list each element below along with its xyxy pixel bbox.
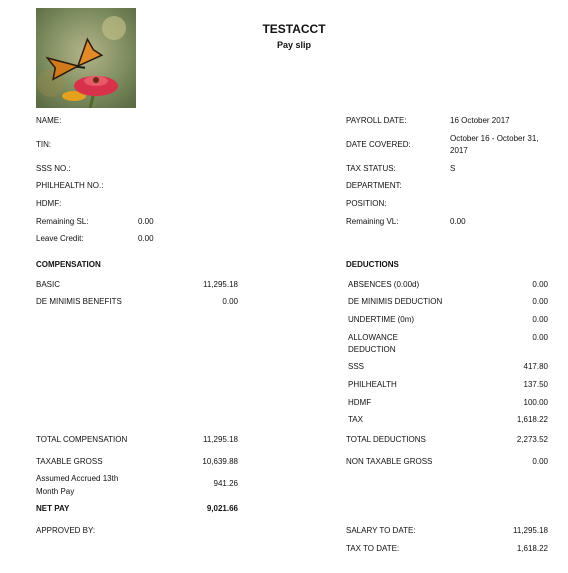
name-label: NAME: <box>36 116 62 125</box>
tax-deduction-value: 1,618.22 <box>516 415 548 424</box>
company-name: TESTACCT <box>262 22 326 36</box>
date-covered-value-line1: October 16 - October 31, <box>450 134 539 143</box>
compensation-heading: COMPENSATION <box>36 260 101 269</box>
approved-by-label: APPROVED BY: <box>36 526 96 535</box>
total-compensation-label: TOTAL COMPENSATION <box>36 435 128 444</box>
accrued-13th-value: 941.26 <box>213 479 238 488</box>
de-minimis-deduction-value: 0.00 <box>532 297 548 306</box>
remaining-vl-value: 0.00 <box>450 217 466 226</box>
salary-to-date-value: 11,295.18 <box>513 526 548 535</box>
tax-deduction-label: TAX <box>348 415 363 424</box>
non-taxable-gross-label: NON TAXABLE GROSS <box>346 457 433 466</box>
total-deductions-label: TOTAL DEDUCTIONS <box>346 435 426 444</box>
sss-number-label: SSS NO.: <box>36 164 71 173</box>
taxable-gross-value: 10,639.88 <box>202 457 238 466</box>
tax-to-date-label: TAX TO DATE: <box>346 544 400 553</box>
non-taxable-gross-value: 0.00 <box>532 457 548 466</box>
allowance-deduction-label-line2: DEDUCTION <box>348 345 396 354</box>
remaining-vl-label: Remaining VL: <box>346 217 399 226</box>
basic-label: BASIC <box>36 280 61 289</box>
de-minimis-benefits-label: DE MINIMIS BENEFITS <box>36 297 122 306</box>
philhealth-number-label: PHILHEALTH NO.: <box>36 181 104 190</box>
remaining-sl-value: 0.00 <box>138 217 154 226</box>
hdmf-label: HDMF: <box>36 199 62 208</box>
net-pay-value: 9,021.66 <box>206 504 238 513</box>
absences-label: ABSENCES (0.00d) <box>348 280 420 289</box>
accrued-13th-label-line2: Month Pay <box>36 487 75 496</box>
de-minimis-deduction-label: DE MINIMIS DEDUCTION <box>348 297 443 306</box>
position-label: POSITION: <box>346 199 387 208</box>
de-minimis-benefits-value: 0.00 <box>222 297 238 306</box>
tax-status-label: TAX STATUS: <box>346 164 396 173</box>
net-pay-label: NET PAY <box>36 504 70 513</box>
department-label: DEPARTMENT: <box>346 181 402 190</box>
hdmf-deduction-value: 100.00 <box>523 398 548 407</box>
tax-status-value: S <box>450 164 456 173</box>
allowance-deduction-value: 0.00 <box>532 333 548 342</box>
leave-credit-value: 0.00 <box>138 234 154 243</box>
butterfly-flower-icon <box>36 8 136 108</box>
sss-deduction-value: 417.80 <box>523 362 548 371</box>
undertime-label: UNDERTIME (0m) <box>348 315 415 324</box>
payroll-date-value: 16 October 2017 <box>450 116 510 125</box>
total-deductions-value: 2,273.52 <box>516 435 548 444</box>
payroll-date-label: PAYROLL DATE: <box>346 116 407 125</box>
date-covered-label: DATE COVERED: <box>346 140 411 149</box>
accrued-13th-label-line1: Assumed Accrued 13th <box>36 474 119 483</box>
salary-to-date-label: SALARY TO DATE: <box>346 526 416 535</box>
tin-label: TIN: <box>36 140 52 149</box>
allowance-deduction-label-line1: ALLOWANCE <box>348 333 398 342</box>
company-logo <box>36 8 136 108</box>
sss-deduction-label: SSS <box>348 362 365 371</box>
total-compensation-value: 11,295.18 <box>203 435 238 444</box>
philhealth-deduction-label: PHILHEALTH <box>348 380 397 389</box>
leave-credit-label: Leave Credit: <box>36 234 84 243</box>
undertime-value: 0.00 <box>532 315 548 324</box>
deductions-heading: DEDUCTIONS <box>346 260 399 269</box>
document-title: Pay slip <box>276 40 312 50</box>
remaining-sl-label: Remaining SL: <box>36 217 89 226</box>
date-covered-value-line2: 2017 <box>450 146 468 155</box>
tax-to-date-value: 1,618.22 <box>516 544 548 553</box>
philhealth-deduction-value: 137.50 <box>523 380 548 389</box>
hdmf-deduction-label: HDMF <box>348 398 372 407</box>
taxable-gross-label: TAXABLE GROSS <box>36 457 103 466</box>
basic-value: 11,295.18 <box>203 280 238 289</box>
absences-value: 0.00 <box>532 280 548 289</box>
